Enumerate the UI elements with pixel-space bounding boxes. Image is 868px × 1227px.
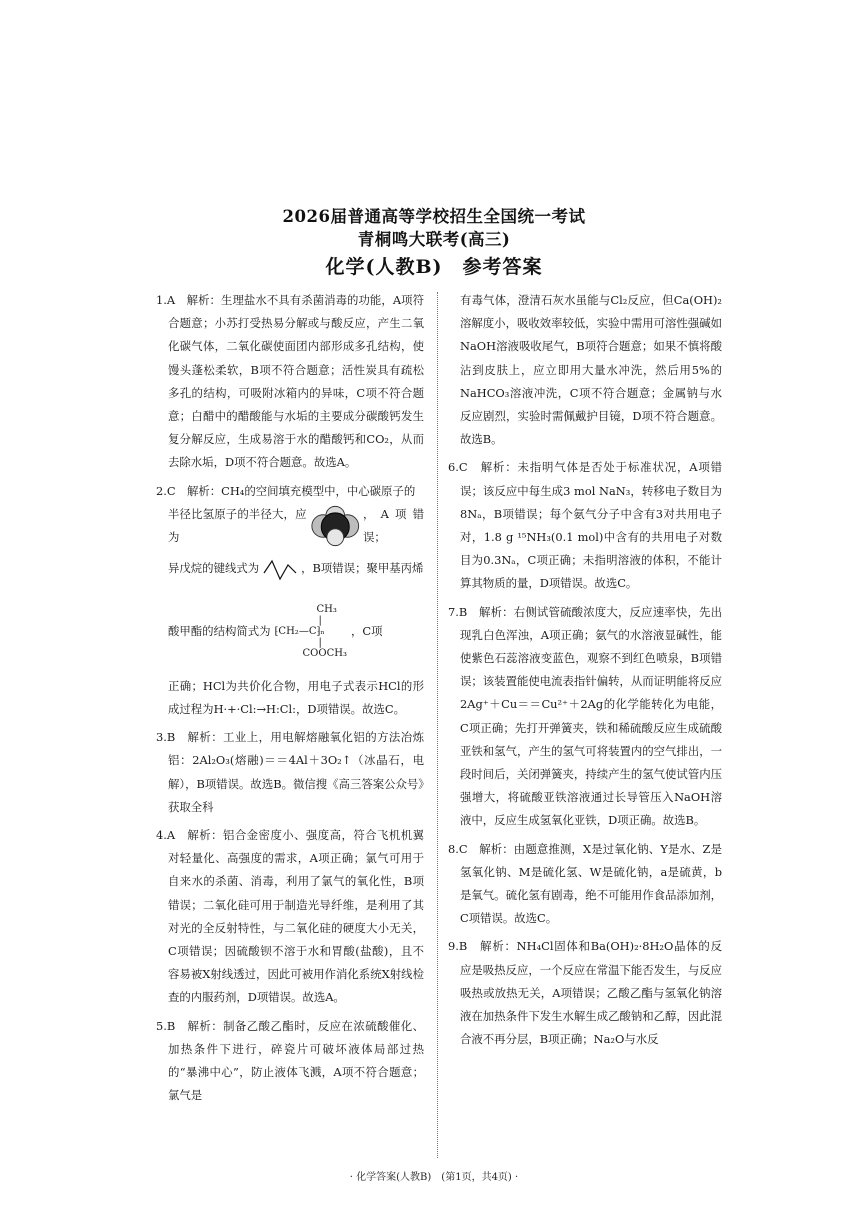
answer-1: 1.A 解析：生理盐水不具有杀菌消毒的功能，A项符合题意；小苏打受热易分解或与酸反应，产生二氧化碳气体，二氧化碳使面团内部形成多孔结构，使馒头蓬松柔软，B项不符合题意；活性炭具有疏松多孔的结构，可吸附冰箱内的异味，C项不符合题意；白醋中的醋酸能与水垢的主要成分碳酸钙发生复分解反应，生成易溶于水的醋酸钙和CO₂，从而去除水垢，D项不符合题意。故选A。 <box>156 293 424 470</box>
exam-title: 2026届普通高等学校招生全国统一考试 <box>282 207 586 226</box>
exam-subtitle: 青桐鸣大联考(高三) <box>357 230 511 249</box>
answer-7: 7.B 解析：右侧试管硫酸浓度大，反应速率快，先出现乳白色浑浊，A项正确；氨气的水溶液显碱性，能使紫色石蕊溶液变蓝色，观察不到红色喷泉，B项错误；该装置能使电流表指针偏转，从而证明能将反应2Ag⁺＋Cu＝＝Cu²⁺＋2Ag的化学能转化为电能，C项正确；先打开弹簧夹，铁和稀硫酸反应生成硫酸亚铁和氢气，产生的氢气可将装置内的空气排出，一段时间后，关闭弹簧夹，持续产生的氢气使试管内压强增大，将硫酸亚铁溶液通过长导管压入NaOH溶液中，反应生成氢氧化亚铁，D项正确。故选B。 <box>448 604 722 828</box>
polymer-methyl-group: CH₃ <box>316 603 337 615</box>
answer-2-text-e: ，B项错误；聚甲基丙烯 <box>301 561 424 576</box>
answer-2-model-row <box>156 503 424 549</box>
polymer-ester-group: COOCH₃ <box>302 647 347 659</box>
answer-8: 8.C 解析：由题意推测，X是过氧化钠、Y是水、Z是氢氧化钠、M是硫化氢、W是硫化钠，a是硫黄，b是氧气。硫化氢有剧毒，绝不可能用作食品添加剂，C项错误。故选C。 <box>448 841 722 926</box>
polymer-chain: ⁅CH₂—C⁆ₙ <box>274 625 325 637</box>
answer-2-text-c: ，A项错误； <box>363 506 424 544</box>
answer-5-continued: 有毒气体，澄清石灰水虽能与Cl₂反应，但Ca(OH)₂溶解度小，吸收效率较低，实验中需用可溶性强碱如NaOH溶液吸收尾气，B项符合题意；如果不慎将酸沾到皮肤上，应立即用大量水冲洗，然后用5%的NaHCO₃溶液冲洗，C项不符合题意；金属钠与水反应剧烈，实验时需佩戴护目镜，D项不符合题意。故选B。 <box>460 293 722 447</box>
answer-2-text-h: 正确；HCl为共价化合物，用电子式表示HCl的形成过程为H·+·Cl:→H:Cl:，D项错误。故选C。 <box>168 678 424 717</box>
answer-6: 6.C 解析：未指明气体是否处于标准状况，A项错误；该反应中每生成3 mol NaN₃，转移电子数目为8Nₐ，B项错误；每个氨气分子中含有3对共用电子对，1.8 g ¹⁵NH₃(0.1 mol)中含有的共用电子对数目为0.3Nₐ，C项正确；未指明溶液的体积，不能计算其物质的量，D项错误。故选C。 <box>448 460 722 591</box>
polymer-bond-up: | <box>318 614 322 626</box>
answer-2-text-g: ，C项 <box>350 624 383 639</box>
right-column <box>448 289 722 1057</box>
answer-2 <box>156 480 424 722</box>
answer-2-text-f: 酸甲酯的结构简式为 <box>168 624 271 639</box>
column-divider <box>437 292 438 1158</box>
polymer-bond-down: | <box>318 636 322 648</box>
answer-2-polymer-row <box>156 589 424 675</box>
polymer-structure <box>275 603 347 661</box>
page-footer: · 化学答案(人教B) (第1页，共4页) · <box>349 1172 519 1183</box>
methane-space-filling-model <box>310 505 361 547</box>
answer-2-text-d: 异戊烷的键线式为 <box>168 561 260 576</box>
answer-2-skeletal-row <box>156 549 424 589</box>
answer-4: 4.A 解析：铝合金密度小、强度高，符合飞机机翼对轻量化、高强度的需求，A项正确；氯气可用于自来水的杀菌、消毒，利用了氯气的氧化性，B项错误；二氧化硅可用于制造光导纤维，是利用了其对光的全反射特性，与二氧化硅的硬度大小无关，C项错误；因硫酸钡不溶于水和胃酸(盐酸)，且不容易被X射线透过，因此可被用作消化系统X射线检查的内服药剂，D项错误。故选A。 <box>156 828 424 1005</box>
answer-2-text-b: 半径比氢原子的半径大，应为 <box>168 506 307 544</box>
answer-5: 5.B 解析：制备乙酸乙酯时，反应在浓硫酸催化、加热条件下进行，碎瓷片可破坏液体局部过热的“暴沸中心”，防止液体飞溅，A项不符合题意；氯气是 <box>156 1018 424 1103</box>
left-column <box>156 289 424 1112</box>
answer-title: 化学(人教B) 参考答案 <box>325 256 543 278</box>
answer-9: 9.B 解析：NH₄Cl固体和Ba(OH)₂·8H₂O晶体的反应是吸热反应，一个反应在常温下能否发生，与反应吸热或放热无关，A项错误；乙酸乙酯与氢氧化钠溶液在加热条件下发生水解生成乙酸钠和乙醇，因此混合液不再分层，B项正确；Na₂O与水反 <box>448 939 722 1047</box>
answer-3: 3.B 解析：工业上，用电解熔融氧化铝的方法冶炼铝：2Al₂O₃(熔融)＝＝4Al＋3O₂↑（冰晶石，电解），B项错误。故选B。微信搜《高三答案公众号》获取全科 <box>156 730 424 814</box>
isopentane-skeletal-formula <box>262 555 298 583</box>
answer-2-line1: 2.C 解析：CH₄的空间填充模型中，中心碳原子的 <box>156 483 416 498</box>
